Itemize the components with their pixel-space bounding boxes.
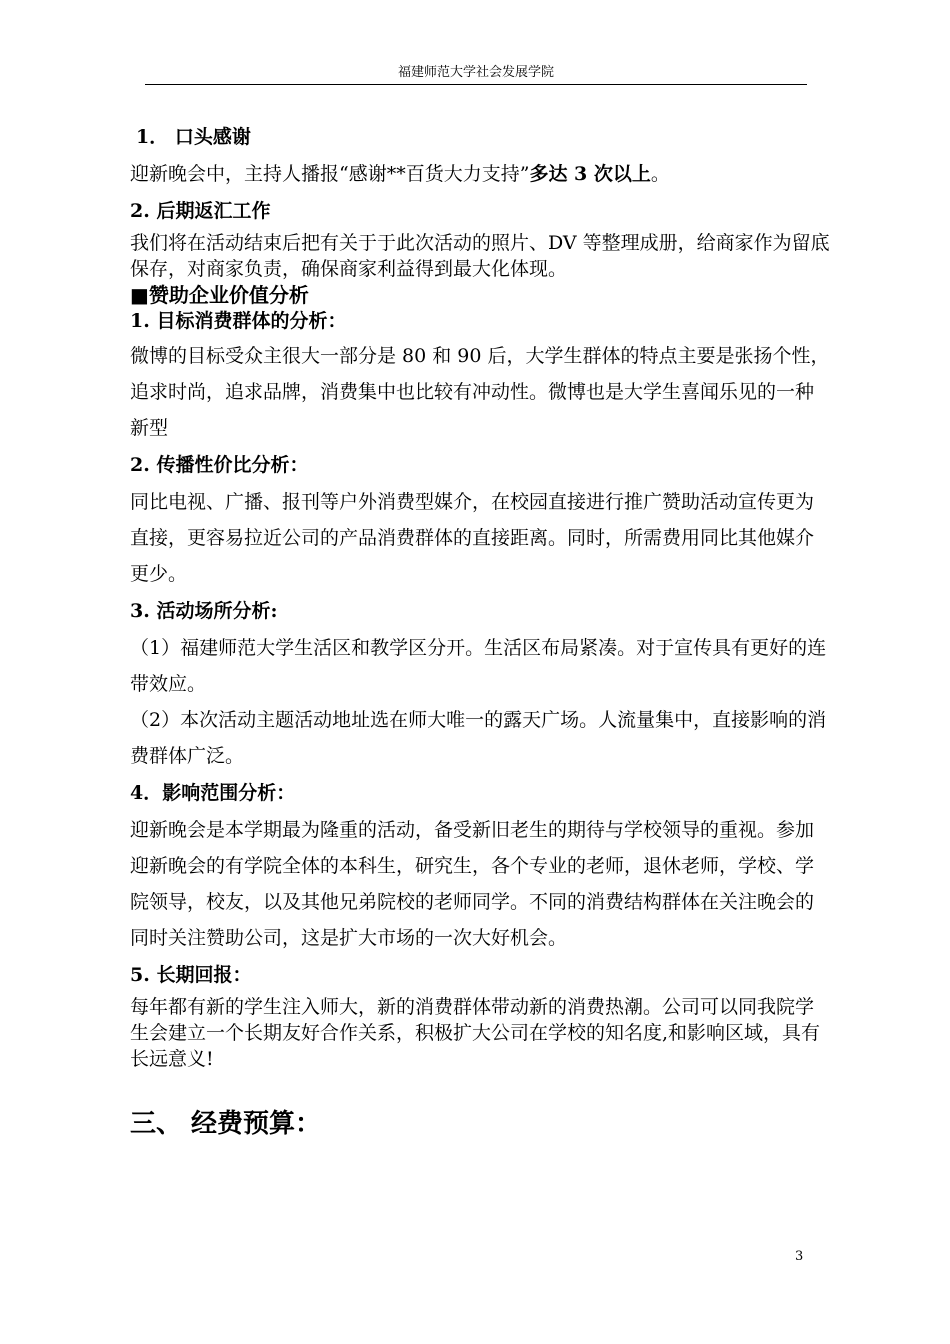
paragraph-target-consumers: 微博的目标受众主很大一部分是 80 和 90 后，大学生群体的特点主要是张扬个性，追求时尚，追求品牌，消费集中也比较有冲动性。微博也是大学生喜闻乐见的一种新型: [130, 345, 830, 439]
paragraph-influence-scope: 迎新晚会是本学期最为隆重的活动，备受新旧老生的期待与学校领导的重视。参加迎新晚会的有学院全体的本科生，研究生，各个专业的老师，退休老师，学校、学院领导，校友，以及其他兄弟院校的老师同学。不同的消费结构群体在关注晚会的同时关注赞助公司，这是扩大市场的一次大好机会。: [130, 819, 815, 949]
heading-sponsor-value: [130, 282, 830, 308]
heading-target-consumers: 1. 目标消费群体的分析：: [130, 310, 347, 332]
heading-cost-effectiveness: 2. 传播性价比分析：: [130, 454, 309, 476]
square-bullet-icon: ■: [130, 283, 149, 307]
paragraph-cost-effectiveness: 同比电视、广播、报刊等户外消费型媒介，在校园直接进行推广赞助活动宣传更为直接，更容易拉近公司的产品消费群体的直接距离。同时，所需费用同比其他媒介更少。: [130, 491, 815, 585]
verbal-thanks-text: 迎新晚会中，主持人播报“感谢**百货大力支持”: [130, 163, 530, 185]
heading-budget: 三、 经费预算：: [130, 1109, 322, 1139]
header-divider: [145, 84, 807, 85]
page-number: 3: [795, 1249, 804, 1264]
paragraph-venue-item-2: （2）本次活动主题活动地址选在师大唯一的露天广场。人流量集中，直接影响的消费群体广泛。: [130, 709, 827, 767]
heading-influence-scope: 4．影响范围分析：: [130, 782, 296, 804]
paragraph-long-term-return: 每年都有新的学生注入师大，新的消费群体带动新的消费热潮。公司可以同我院学生会建立一个长期友好合作关系，积极扩大公司在学校的知名度,和影响区域，具有长远意义!: [130, 996, 821, 1070]
paragraph-followup-work: 我们将在活动结束后把有关于于此次活动的照片、DV 等整理成册，给商家作为留底保存，对商家负责，确保商家利益得到最大化体现。: [130, 232, 830, 280]
page-header: 福建师范大学社会发展学院: [397, 65, 554, 80]
verbal-thanks-end: 。: [650, 163, 670, 185]
heading-verbal-thanks: 1． 口头感谢: [136, 126, 251, 148]
heading-followup-work: 2. 后期返汇工作: [130, 200, 271, 222]
document-body: [130, 118, 830, 1142]
verbal-thanks-emphasis: 多达 3 次以上: [529, 163, 651, 185]
heading-venue-analysis: 3. 活动场所分析:: [130, 600, 278, 622]
paragraph-verbal-thanks: [130, 156, 830, 192]
sponsor-value-title: 赞助企业价值分析: [148, 283, 309, 307]
heading-long-term-return: 5. 长期回报：: [130, 964, 252, 986]
paragraph-venue-item-1: （1）福建师范大学生活区和教学区分开。生活区布局紧凑。对于宣传具有更好的连带效应。: [130, 637, 827, 695]
